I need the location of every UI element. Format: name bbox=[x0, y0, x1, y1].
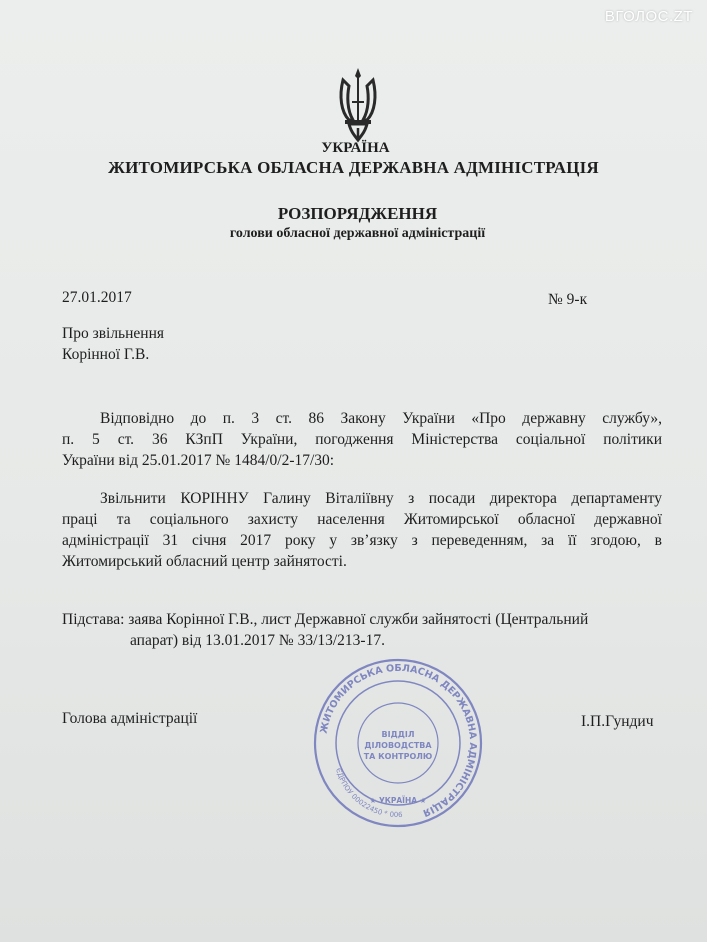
document-type-title: РОЗПОРЯДЖЕННЯ bbox=[277, 204, 438, 223]
stamp-country-text: ★ УКРАЇНА ★ bbox=[369, 796, 427, 805]
paragraph-line: України від 25.01.2017 № 1484/0/2-17/30: bbox=[62, 452, 335, 469]
stamp-outer-text: ЖИТОМИРСЬКА ОБЛАСНА ДЕРЖАВНА АДМІНІСТРАЦІЯ bbox=[318, 662, 479, 819]
official-stamp bbox=[312, 657, 484, 829]
document-number: № 9-к bbox=[548, 291, 588, 308]
subject-line-2: Корінної Г.В. bbox=[62, 346, 150, 363]
basis-line-2: апарат) від 13.01.2017 № 33/13/213-17. bbox=[130, 632, 385, 649]
document-date: 27.01.2017 bbox=[62, 289, 132, 306]
basis-line-1: Підстава: заява Корінної Г.В., лист Державної служби зайнятості (Центральний bbox=[62, 611, 589, 628]
paragraph-line: праці та соціального захисту населення Житомирської обласної державної bbox=[62, 511, 662, 528]
stamp-code-text: ЄДРПОУ 00022450 * 006 bbox=[334, 767, 403, 820]
paragraph-line: адміністрації 31 січня 2017 року у зв’язку з переведенням, за її згодою, в bbox=[62, 532, 662, 549]
basis-block bbox=[62, 609, 672, 651]
legal-basis-paragraph bbox=[62, 408, 662, 471]
site-watermark: ВГОЛОС.ZT bbox=[604, 8, 693, 25]
stamp-inner-line-3: ТА КОНТРОЛЮ bbox=[363, 752, 433, 761]
organization-heading: ЖИТОМИРСЬКА ОБЛАСНА ДЕРЖАВНА АДМІНІСТРАЦІЯ bbox=[108, 158, 599, 177]
paragraph-line: Житомирський обласний центр зайнятості. bbox=[62, 553, 347, 570]
stamp-inner-line-2: ДІЛОВОДСТВА bbox=[364, 741, 432, 750]
subject-line-1: Про звільнення bbox=[62, 325, 165, 342]
paragraph-line: Звільнити КОРІННУ Галину Віталіївну з посади директора департаменту bbox=[100, 490, 662, 507]
stamp-inner-line-1: ВІДДІЛ bbox=[381, 730, 415, 739]
paragraph-line: п. 5 ст. 36 КЗпП України, погодження Міністерства соціальної політики bbox=[62, 431, 662, 448]
document-subtitle: голови обласної державної адміністрації bbox=[229, 226, 486, 241]
dismissal-order-paragraph bbox=[62, 488, 662, 572]
subject-block bbox=[62, 323, 164, 365]
trident-emblem-icon bbox=[335, 66, 381, 144]
signatory-name: І.П.Гундич bbox=[581, 713, 654, 730]
country-heading: УКРАЇНА bbox=[321, 140, 390, 156]
signatory-role: Голова адміністрації bbox=[62, 710, 198, 727]
paragraph-line: Відповідно до п. 3 ст. 86 Закону України «Про державну службу», bbox=[100, 410, 662, 427]
